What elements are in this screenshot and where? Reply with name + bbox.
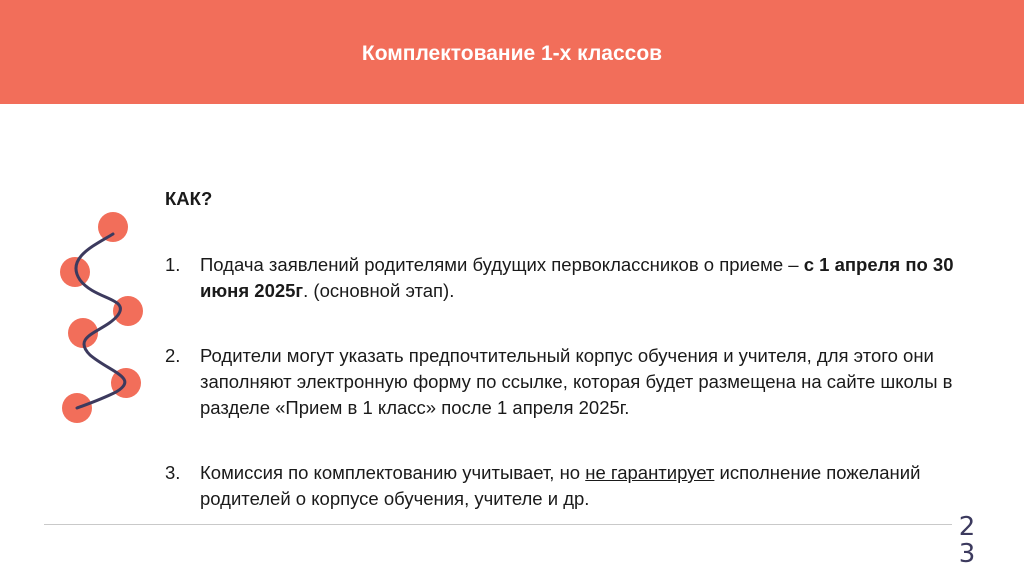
item-text-end: . (основной этап). bbox=[303, 280, 455, 301]
list-number: 2. bbox=[165, 345, 181, 366]
page-number-digit: 3 bbox=[958, 539, 976, 569]
footer-divider bbox=[44, 524, 952, 525]
list-item bbox=[165, 252, 965, 304]
list-number: 3. bbox=[165, 462, 181, 483]
item-text: Подача заявлений родителями будущих первоклассников о приеме – bbox=[200, 254, 804, 275]
list-item bbox=[165, 343, 965, 421]
slide-title: Комплектование 1-х классов bbox=[361, 42, 663, 65]
item-text-end: исполнение пожеланий родителей о корпусе обучения, учителе и др. bbox=[200, 462, 921, 509]
decor-dot bbox=[98, 212, 128, 242]
content-block bbox=[165, 186, 965, 512]
decor-dot bbox=[113, 296, 143, 326]
page-number bbox=[957, 514, 977, 568]
list-item bbox=[165, 460, 965, 512]
item-underlined-text: не гарантирует bbox=[585, 462, 715, 483]
item-text: Родители могут указать предпочтительный корпус обучения и учителя, для этого они заполняют электронную форму по ссылке, которая будет размещена на сайте школы в разделе «Прием в 1 класс» после 1 апреля 2025г. bbox=[200, 345, 953, 418]
question-heading: КАК? bbox=[165, 188, 213, 209]
item-bold-dates: с 1 апреля по 30 июня 2025г bbox=[200, 254, 954, 301]
header-bar bbox=[0, 0, 1024, 104]
list-number: 1. bbox=[165, 254, 181, 275]
decorative-wave-graphic bbox=[50, 200, 160, 430]
page-number-digit: 2 bbox=[958, 512, 976, 542]
item-text: Комиссия по комплектованию учитывает, но bbox=[200, 462, 586, 483]
